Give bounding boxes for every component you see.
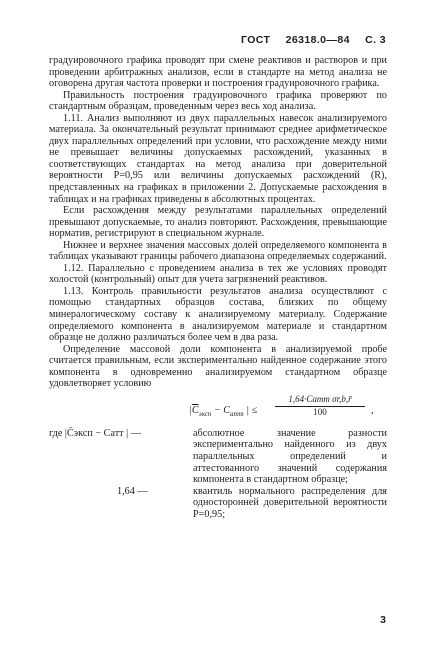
definition-desc: квантиль нормального распределения для односторонней доверительной вероятности P=0,95; — [193, 485, 387, 520]
definition-desc: абсолютное значение разности экспериментально найденного из двух параллельных определений и аттестованного значений содержания компонента в стандартном образце; — [193, 427, 387, 486]
paragraph: Правильность построения градуировочного графика проверяют по стандартным образцам, проведенным через весь ход анализа. — [49, 89, 387, 113]
running-header — [229, 34, 386, 46]
paragraph: Нижнее и верхнее значения массовых долей определяемого компонента в таблицах указывают границы рабочего диапазона определяемых содержаний. — [49, 239, 387, 263]
document-body — [49, 55, 387, 520]
header-standard: ГОСТ — [241, 34, 271, 46]
page-number: 3 — [380, 614, 386, 626]
formula-fraction — [275, 394, 365, 419]
formula-sub-exp: эксп — [198, 409, 212, 418]
definition-item — [49, 486, 387, 521]
formula-c-exp: $\overline{C}$ — [191, 404, 199, 416]
formula-numerator: 1,64·Cатт σr,b,r̄ — [275, 394, 365, 408]
formula-sub-att: атт — [230, 409, 244, 418]
paragraph: 1.13. Контроль правильности результатов анализа осуществляют с помощью стандартных образцов состава, близких по общему минералогическому составу к анализируемому материалу. Содержание определяемого компонента в анализируемом материале и стандартном образце не должно различаться более чем в два раза. — [49, 285, 387, 344]
formula-le: | ≤ — [246, 404, 258, 416]
paragraph: Если расхождения между результатами параллельных определений превышают допускаемые, то анализ повторяют. Расхождения, превышающие норматив, регистрируют в специальном журнале. — [49, 205, 387, 240]
formula-comma: , — [371, 404, 374, 416]
header-code: 26318.0—84 — [285, 34, 350, 46]
formula-minus: − C — [211, 404, 231, 416]
paragraph: градуировочного графика проводят при смене реактивов и растворов и при проведении арбитражных анализов, если в стандарте на метод анализа не оговорена другая частота проверки и построения градуировочного графика. — [49, 55, 387, 90]
formula-denominator: 100 — [313, 407, 327, 418]
paragraph: Определение массовой доли компонента в анализируемой пробе считается правильным, если экспериментально найденное содержание этого компонента в одновременно анализируемом стандартном образце удовлетворяет условию — [49, 343, 387, 390]
definitions-list — [49, 428, 387, 520]
paragraph: 1.11. Анализ выполняют из двух параллельных навесок анализируемого материала. За окончательный результат принимают среднее арифметическое двух параллельных определений при условии, что расхождение между ними не превышает величины допускаемых расхождений, указанных в соответствующих стандартах на метод анализа при доверительной вероятности P=0,95 или величины допускаемых расхождений (R), представленных на графиках в приложении 2. Допускаемые расхождения в таблицах и на графиках приведены в абсолютных процентах. — [49, 112, 387, 205]
definition-term: где |C̄эксп − Cатт | — — [49, 427, 141, 439]
definition-item — [49, 428, 387, 486]
formula-lhs: $|\overline{C}_{эксп} - C_{атт}$ | ≤ — [189, 404, 258, 418]
condition-formula — [49, 392, 387, 426]
paragraph: 1.12. Параллельно с проведением анализа в тех же условиях проводят холостой (контрольный) опыт для учета загрязнений реактивов. — [49, 262, 387, 286]
header-page: С. 3 — [365, 34, 386, 46]
definition-term: 1,64 — — [117, 485, 148, 497]
